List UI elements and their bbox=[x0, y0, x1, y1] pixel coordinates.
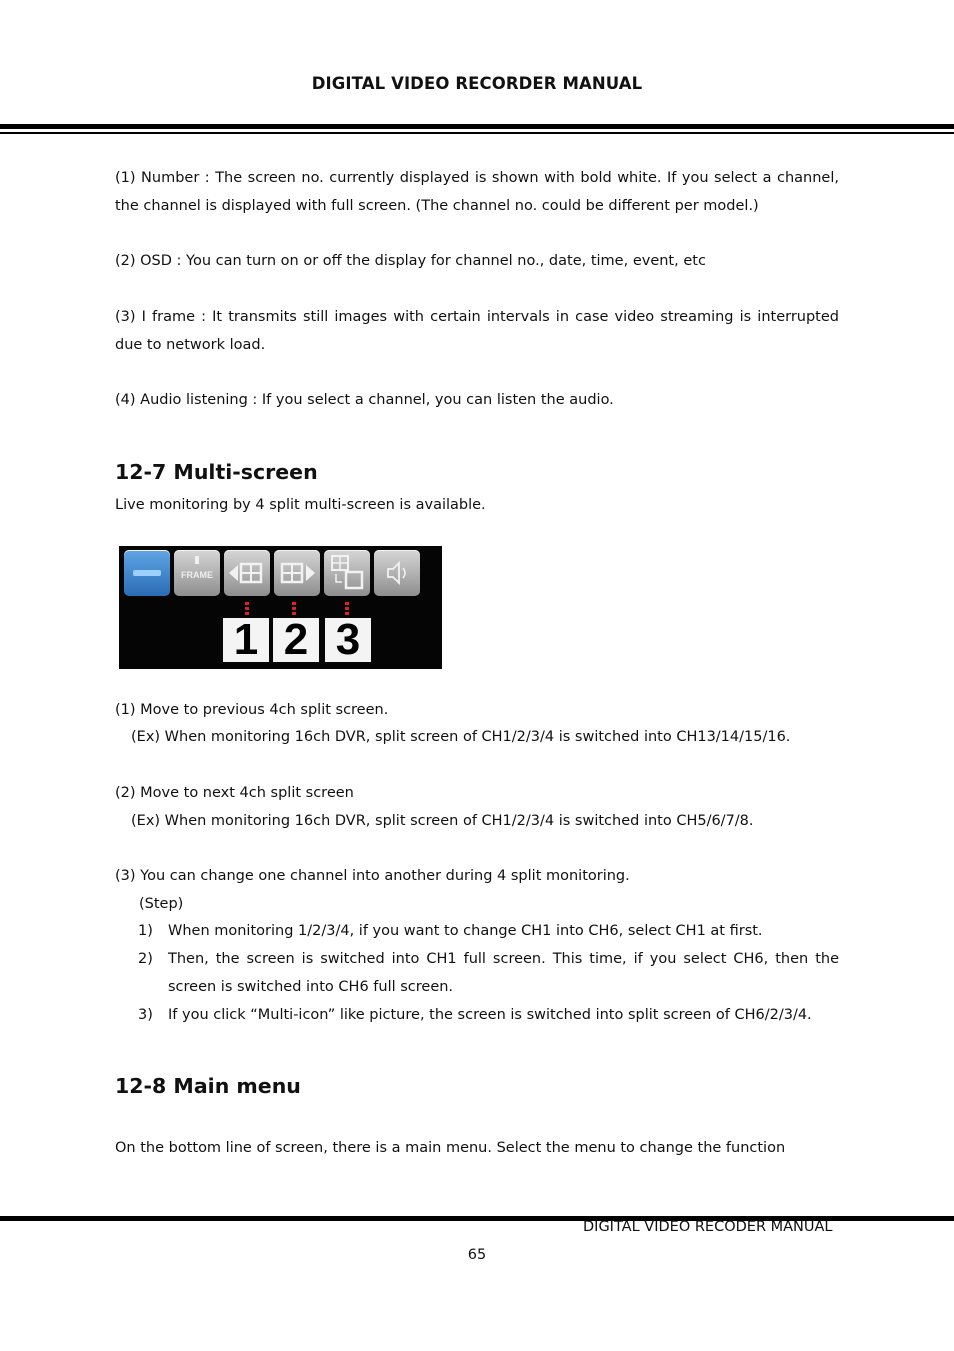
item-previous-split-example: (Ex) When monitoring 16ch DVR, split screen of CH1/2/3/4 is switched into CH13/14/15/16. bbox=[131, 729, 791, 745]
section-heading-multi-screen: 12-7 Multi-screen bbox=[115, 460, 318, 484]
highlight-dots-2 bbox=[292, 602, 296, 616]
intro-paragraph-osd: (2) OSD : You can turn on or off the display for channel no., date, time, event, etc bbox=[115, 253, 706, 269]
figure-number-3: 3 bbox=[325, 618, 371, 662]
page-header-title: DIGITAL VIDEO RECORDER MANUAL bbox=[311, 74, 643, 93]
section-heading-main-menu: 12-8 Main menu bbox=[115, 1074, 301, 1098]
highlight-dots-1 bbox=[245, 602, 249, 616]
figure-number-2: 2 bbox=[273, 618, 319, 662]
main-menu-description: On the bottom line of screen, there is a main menu. Select the menu to change the function bbox=[115, 1140, 786, 1156]
header-rule-thin bbox=[0, 132, 954, 134]
next-split-icon bbox=[274, 550, 320, 596]
step-label: (Step) bbox=[139, 896, 184, 912]
intro-paragraph-iframe: (3) I frame : It transmits still images with certain intervals in case video streaming is interrupted due to network load. bbox=[115, 309, 839, 353]
item-previous-split: (1) Move to previous 4ch split screen. bbox=[115, 702, 389, 718]
item-next-split: (2) Move to next 4ch split screen bbox=[115, 785, 354, 801]
item-change-channel: (3) You can change one channel into another during 4 split monitoring. bbox=[115, 868, 630, 884]
osd-button-icon bbox=[124, 550, 170, 596]
change-channel-icon bbox=[324, 550, 370, 596]
footer-manual-label: DIGITAL VIDEO RECODER MANUAL bbox=[583, 1219, 833, 1235]
step-text-1: When monitoring 1/2/3/4, if you want to change CH1 into CH6, select CH1 at first. bbox=[168, 923, 763, 939]
step-number-3: 3) bbox=[138, 1007, 153, 1023]
figure-number-1: 1 bbox=[223, 618, 269, 662]
header-rule-thick bbox=[0, 124, 954, 129]
step-text-3: If you click “Multi-icon” like picture, the screen is switched into split screen of CH6/2/3/4. bbox=[168, 1007, 812, 1023]
step-text-2: Then, the screen is switched into CH1 full screen. This time, if you select CH6, then the screen is switched into CH6 full screen. bbox=[168, 951, 839, 995]
step-number-2: 2) bbox=[138, 951, 153, 967]
intro-paragraph-number: (1) Number : The screen no. currently displayed is shown with bold white. If you select a channel, the channel is displayed with full screen. (The channel no. could be different per model.) bbox=[115, 170, 839, 214]
audio-icon bbox=[374, 550, 420, 596]
step-number-1: 1) bbox=[138, 923, 153, 939]
multi-screen-toolbar-figure bbox=[119, 546, 442, 669]
i-frame-icon bbox=[174, 550, 220, 596]
previous-split-icon bbox=[224, 550, 270, 596]
item-next-split-example: (Ex) When monitoring 16ch DVR, split screen of CH1/2/3/4 is switched into CH5/6/7/8. bbox=[131, 813, 754, 829]
section-subtitle: Live monitoring by 4 split multi-screen is available. bbox=[115, 497, 486, 513]
page-number: 65 bbox=[467, 1247, 487, 1263]
highlight-dots-3 bbox=[345, 602, 349, 616]
frame-label: FRAME bbox=[181, 570, 213, 580]
intro-paragraph-audio: (4) Audio listening : If you select a channel, you can listen the audio. bbox=[115, 392, 614, 408]
